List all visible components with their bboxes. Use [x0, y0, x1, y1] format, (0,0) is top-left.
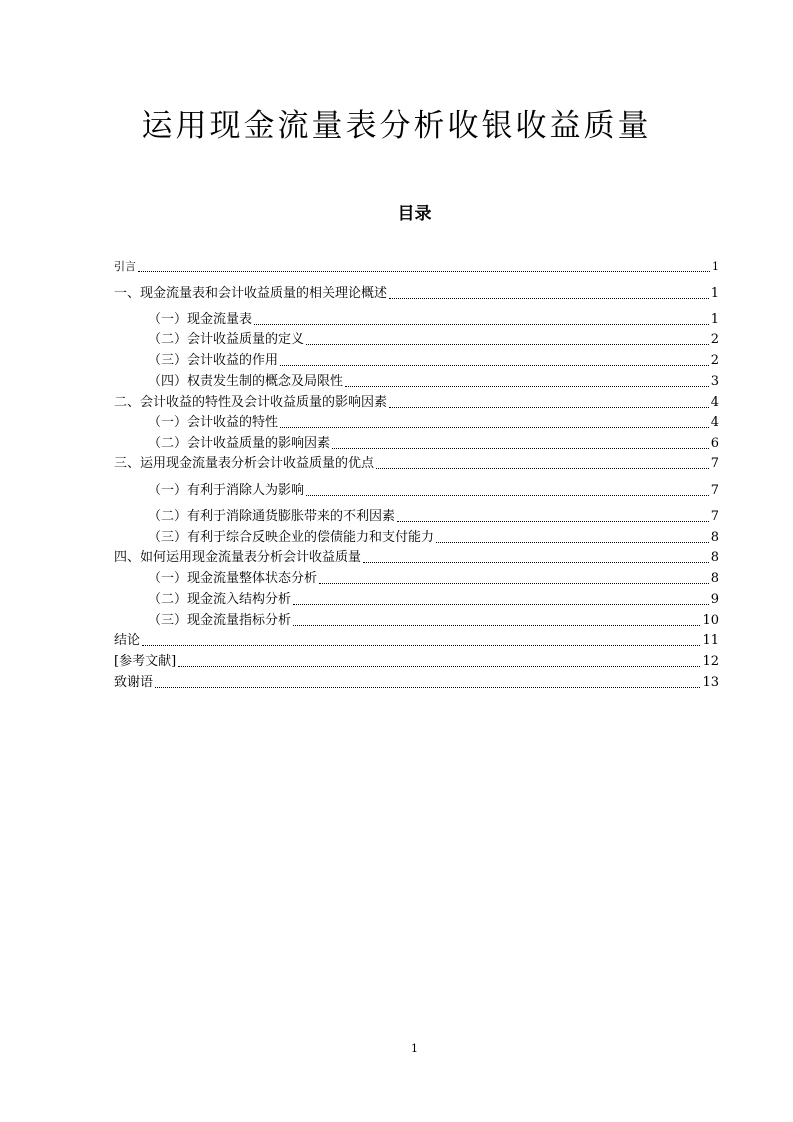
toc-entry-label: （三）有利于综合反映企业的偿债能力和支付能力: [148, 530, 435, 545]
toc-leader-dots: [280, 427, 709, 428]
toc-entry-section-1-3[interactable]: [148, 351, 719, 371]
toc-entry-label: 引言: [114, 260, 136, 273]
toc-leader-dots: [254, 324, 709, 325]
toc-entry-label: 一、现金流量表和会计收益质量的相关理论概述: [114, 286, 388, 301]
toc-leader-dots: [293, 625, 700, 626]
toc-entry-page: 7: [710, 456, 719, 471]
toc-entry-section-2[interactable]: [114, 393, 719, 413]
toc-leader-dots: [436, 542, 709, 543]
toc-entry-section-3-1[interactable]: [148, 481, 719, 501]
toc-leader-dots: [306, 495, 709, 496]
toc-entry-label: （一）现金流量整体状态分析: [148, 571, 318, 586]
toc-entry-section-4-2[interactable]: [148, 590, 719, 610]
toc-leader-dots: [306, 344, 709, 345]
toc-entry-page: 1: [710, 286, 719, 301]
toc-entry-label: （一）会计收益的特性: [148, 415, 279, 430]
document-title: 运用现金流量表分析收银收益质量: [141, 108, 652, 144]
toc-entry-section-4-3[interactable]: [148, 611, 719, 631]
toc-entry-section-2-2[interactable]: [148, 434, 719, 454]
toc-entry-section-3-2[interactable]: [148, 507, 719, 527]
toc-leader-dots: [142, 645, 700, 646]
toc-entry-label: 四、如何运用现金流量表分析会计收益质量: [114, 550, 362, 565]
toc-entry-section-1-4[interactable]: [148, 372, 719, 392]
toc-entry-section-3[interactable]: [114, 454, 719, 474]
toc-entry-page: 11: [702, 633, 719, 648]
toc-entry-label: 致谢语: [114, 675, 154, 690]
toc-entry-page: 3: [710, 374, 719, 389]
toc-entry-page: 8: [710, 571, 719, 586]
toc-entry-label: （二）有利于消除通货膨胀带来的不利因素: [148, 509, 396, 524]
toc-entry-page: 9: [710, 592, 719, 607]
toc-entry-page: 2: [710, 332, 719, 347]
toc-entry-section-4[interactable]: [114, 548, 719, 568]
toc-entry-section-3-3[interactable]: [148, 528, 719, 548]
toc-leader-dots: [332, 448, 709, 449]
toc-entry-label: （一）现金流量表: [148, 312, 253, 327]
toc-leader-dots: [389, 407, 709, 408]
toc-entry-page: 7: [710, 509, 719, 524]
toc-entry-page: 6: [710, 436, 719, 451]
toc-entry-introduction[interactable]: [114, 257, 719, 277]
toc-leader-dots: [280, 365, 709, 366]
toc-entry-page: 2: [710, 353, 719, 368]
toc-entry-page: 8: [710, 550, 719, 565]
toc-leader-dots: [293, 604, 709, 605]
toc-leader-dots: [376, 468, 709, 469]
toc-leader-dots: [363, 562, 709, 563]
toc-entry-label: （二）会计收益质量的影响因素: [148, 436, 331, 451]
toc-entry-page: 8: [710, 530, 719, 545]
toc-entry-page: 1: [710, 312, 719, 327]
toc-leader-dots: [397, 521, 709, 522]
toc-entry-page: 7: [710, 483, 719, 498]
toc-entry-page: 1: [712, 260, 719, 273]
toc-entry-label: 三、运用现金流量表分析会计收益质量的优点: [114, 456, 375, 471]
toc-leader-dots: [155, 687, 700, 688]
toc-entry-label: 结论: [114, 633, 141, 648]
toc-entry-section-1[interactable]: [114, 284, 719, 304]
toc-entry-section-1-1[interactable]: [148, 310, 719, 330]
toc-entry-page: 12: [702, 654, 719, 669]
toc-entry-page: 4: [710, 395, 719, 410]
toc-entry-page: 13: [702, 675, 719, 690]
toc-entry-label: （二）会计收益质量的定义: [148, 332, 305, 347]
toc-leader-dots: [319, 583, 709, 584]
toc-entry-conclusion[interactable]: [114, 631, 719, 651]
toc-leader-dots: [345, 386, 709, 387]
toc-entry-page: 10: [702, 613, 719, 628]
page-number: 1: [411, 1042, 418, 1055]
toc-leader-dots: [178, 666, 700, 667]
toc-entry-label: 二、会计收益的特性及会计收益质量的影响因素: [114, 395, 388, 410]
toc-entry-label: （三）现金流量指标分析: [148, 613, 292, 628]
toc-entry-references[interactable]: [114, 652, 719, 672]
toc-entry-label: （四）权责发生制的概念及局限性: [148, 374, 344, 389]
toc-entry-section-1-2[interactable]: [148, 330, 719, 350]
toc-entry-page: 4: [710, 415, 719, 430]
toc-heading: 目录: [397, 204, 432, 224]
toc-entry-acknowledgements[interactable]: [114, 673, 719, 693]
toc-entry-label: （三）会计收益的作用: [148, 353, 279, 368]
toc-leader-dots: [138, 271, 710, 272]
toc-entry-section-2-1[interactable]: [148, 413, 719, 433]
toc-entry-section-4-1[interactable]: [148, 569, 719, 589]
toc-leader-dots: [389, 298, 709, 299]
table-of-contents: [114, 0, 719, 1122]
toc-entry-label: （二）现金流入结构分析: [148, 592, 292, 607]
toc-entry-label: （一）有利于消除人为影响: [148, 483, 305, 498]
toc-entry-label: [参考文献]: [114, 654, 177, 669]
